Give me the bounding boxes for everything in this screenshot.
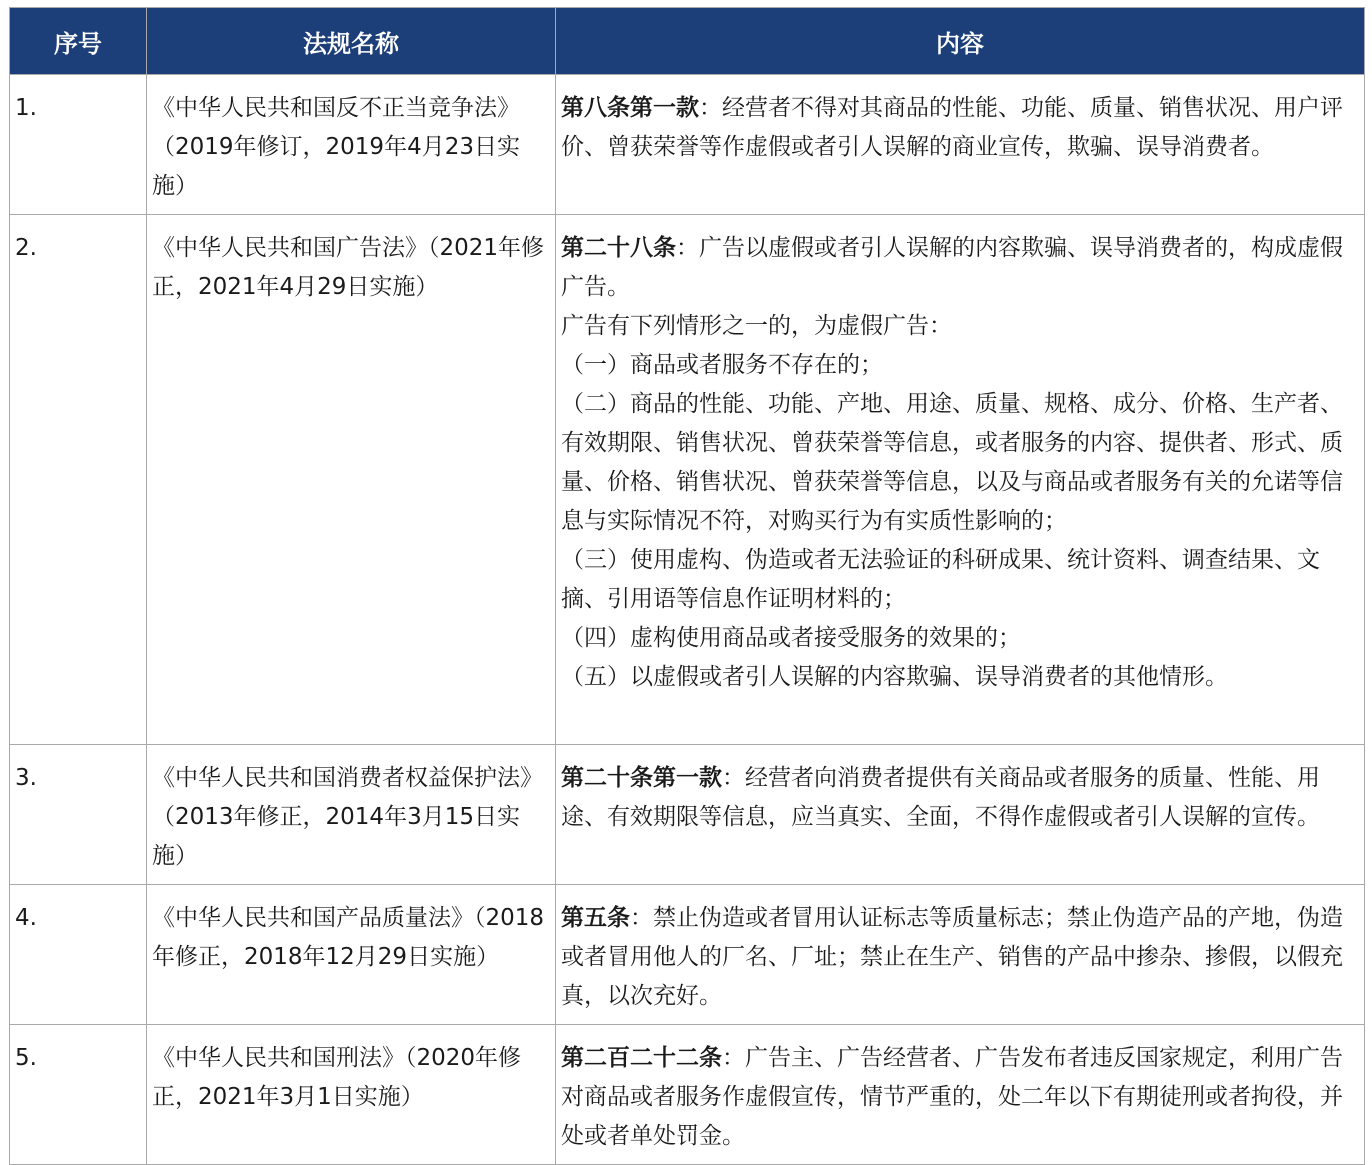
article-separator: ： <box>676 235 699 261</box>
article-text: 经营者向消费者提供有关商品或者服务的质量、性能、用途、有效期限等信息，应当真实、全面，不得作虚假或者引人误解的宣传。 <box>561 765 1320 830</box>
header-content: 内容 <box>556 8 1365 75</box>
law-name: 《中华人民共和国消费者权益保护法》（2013年修正，2014年3月15日实施） <box>147 745 556 885</box>
article-separator: ： <box>722 765 745 791</box>
table-row <box>10 215 1365 745</box>
law-content <box>556 885 1365 1025</box>
row-number: 4. <box>10 885 147 1025</box>
article-text: 经营者不得对其商品的性能、功能、质量、销售状况、用户评价、曾获荣誉等作虚假或者引人误解的商业宣传，欺骗、误导消费者。 <box>561 95 1343 160</box>
table-row <box>10 745 1365 885</box>
law-content <box>556 1025 1365 1165</box>
row-number: 2. <box>10 215 147 745</box>
law-content <box>556 745 1365 885</box>
law-name: 《中华人民共和国广告法》（2021年修正，2021年4月29日实施） <box>147 215 556 745</box>
law-table <box>9 7 1365 1165</box>
header-row <box>10 8 1365 75</box>
article-separator: ： <box>722 1045 745 1071</box>
law-content <box>556 215 1365 745</box>
article-separator: ： <box>699 95 722 121</box>
article-item: （一）商品或者服务不存在的； <box>561 352 883 378</box>
table-row <box>10 885 1365 1025</box>
article-separator: ： <box>630 905 653 931</box>
law-name: 《中华人民共和国刑法》（2020年修正，2021年3月1日实施） <box>147 1025 556 1165</box>
article-number: 第二十八条 <box>561 235 676 261</box>
article-number: 第二十条第一款 <box>561 765 722 791</box>
article-item: （四）虚构使用商品或者接受服务的效果的； <box>561 625 1021 651</box>
article-number: 第八条第一款 <box>561 95 699 121</box>
table-row <box>10 75 1365 215</box>
article-number: 第二百二十二条 <box>561 1045 722 1071</box>
article-paragraph <box>561 229 1360 307</box>
article-intro: 广告有下列情形之一的，为虚假广告： <box>561 313 952 339</box>
law-content <box>556 75 1365 215</box>
table-body <box>10 75 1365 1165</box>
law-name: 《中华人民共和国反不正当竞争法》（2019年修订，2019年4月23日实施） <box>147 75 556 215</box>
article-text: 广告以虚假或者引人误解的内容欺骗、误导消费者的，构成虚假广告。 <box>561 235 1343 300</box>
article-text: 禁止伪造或者冒用认证标志等质量标志；禁止伪造产品的产地，伪造或者冒用他人的厂名、厂址；禁止在生产、销售的产品中掺杂、掺假，以假充真，以次充好。 <box>561 905 1343 1009</box>
row-number: 1. <box>10 75 147 215</box>
article-item: （三）使用虚构、伪造或者无法验证的科研成果、统计资料、调查结果、文摘、引用语等信息作证明材料的； <box>561 547 1320 612</box>
row-number: 5. <box>10 1025 147 1165</box>
table-row <box>10 1025 1365 1165</box>
row-number: 3. <box>10 745 147 885</box>
article-text: 广告主、广告经营者、广告发布者违反国家规定，利用广告对商品或者服务作虚假宣传，情节严重的，处二年以下有期徒刑或者拘役，并处或者单处罚金。 <box>561 1045 1343 1149</box>
article-number: 第五条 <box>561 905 630 931</box>
article-item: （五）以虚假或者引人误解的内容欺骗、误导消费者的其他情形。 <box>561 664 1228 690</box>
header-no: 序号 <box>10 8 147 75</box>
article-item: （二）商品的性能、功能、产地、用途、质量、规格、成分、价格、生产者、有效期限、销售状况、曾获荣誉等信息，或者服务的内容、提供者、形式、质量、价格、销售状况、曾获荣誉等信息，以及与商品或者服务有关的允诺等信息与实际情况不符，对购买行为有实质性影响的； <box>561 391 1343 534</box>
table-header <box>10 8 1365 75</box>
law-name: 《中华人民共和国产品质量法》（2018年修正，2018年12月29日实施） <box>147 885 556 1025</box>
header-name: 法规名称 <box>147 8 556 75</box>
